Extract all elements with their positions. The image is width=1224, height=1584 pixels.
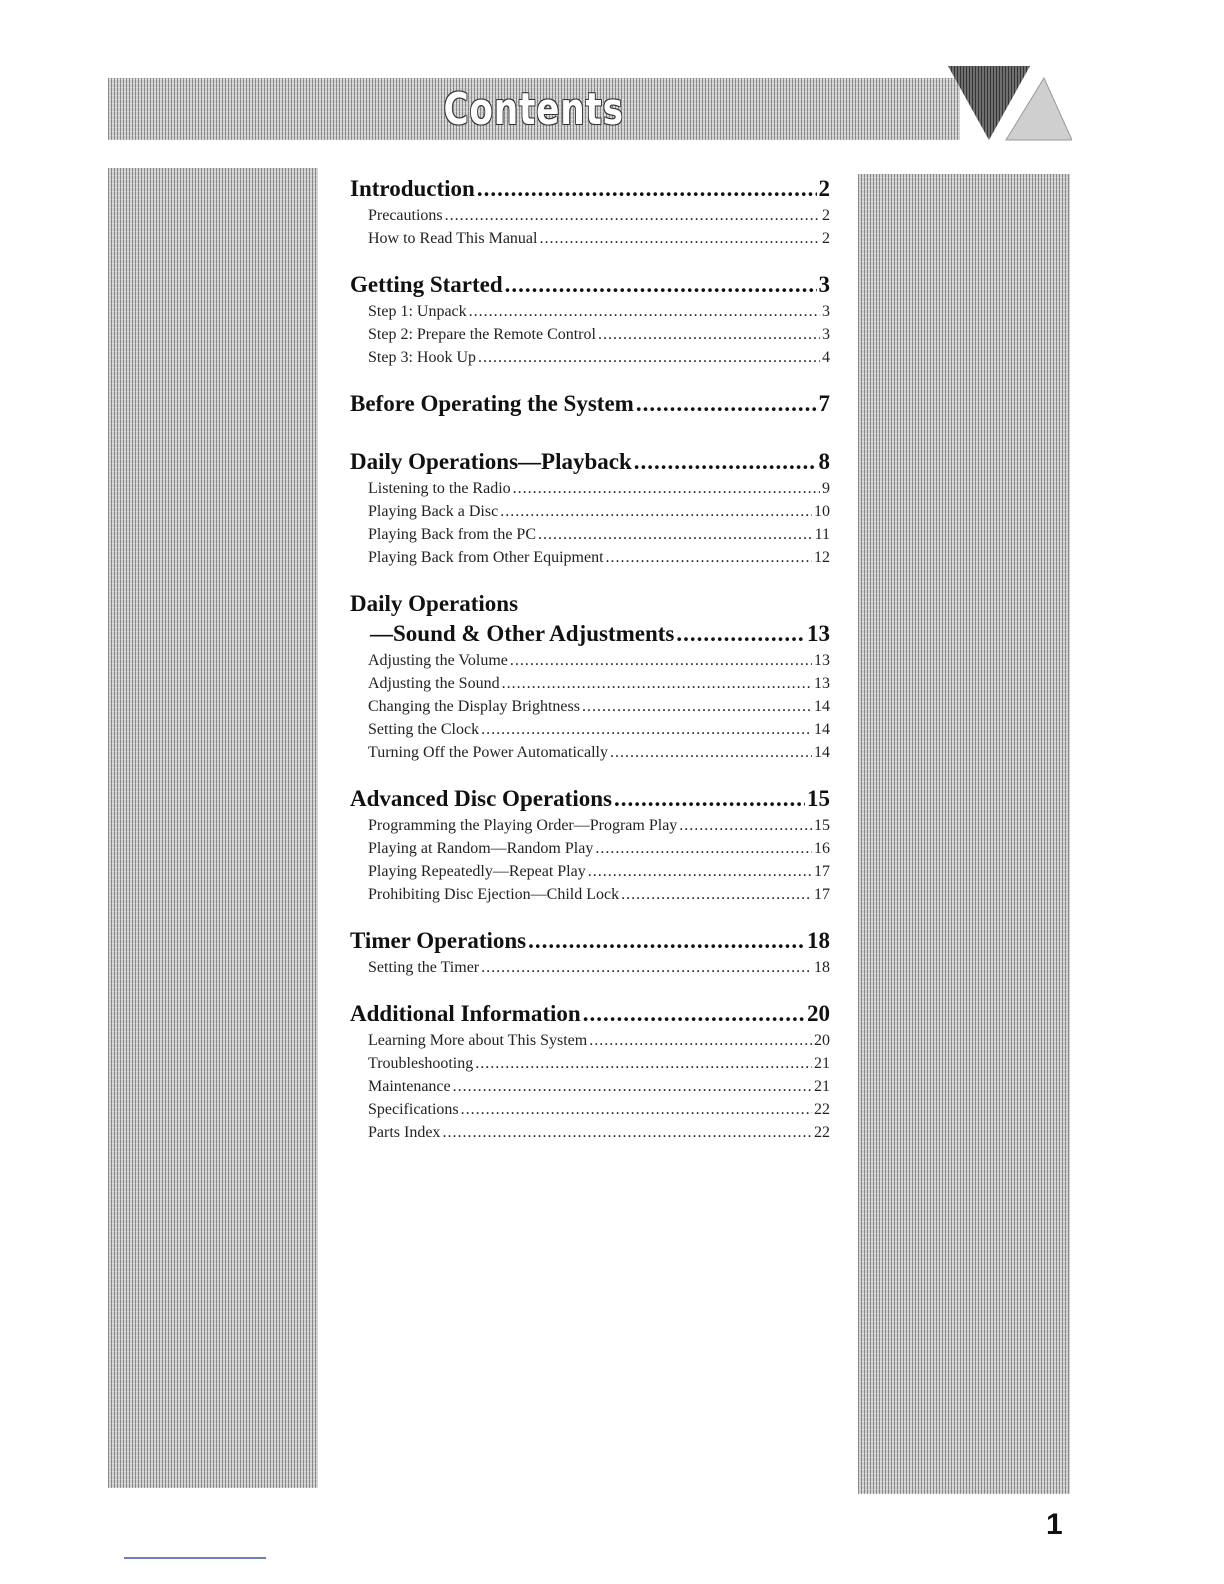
page-title: Contents — [443, 83, 625, 135]
toc-item: Listening to the Radio ..... 9 — [350, 477, 830, 500]
toc-item: Turning Off the Power Automatically ..... 14 — [350, 741, 830, 764]
toc-item: Learning More about This System ..... 20 — [350, 1029, 830, 1052]
toc-item: Playing at Random—Random Play ..... 16 — [350, 837, 830, 860]
toc-item: Prohibiting Disc Ejection—Child Lock ..... 17 — [350, 883, 830, 906]
toc-item: Specifications ..... 22 — [350, 1098, 830, 1121]
toc-heading: Additional Information ..... 20 — [350, 999, 830, 1029]
toc-item: Step 2: Prepare the Remote Control ..... 3 — [350, 323, 830, 346]
toc-heading: Daily Operations—Playback ..... 8 — [350, 447, 830, 477]
toc-section — [350, 926, 830, 979]
header-band — [108, 78, 960, 140]
toc-item: Adjusting the Volume ..... 13 — [350, 649, 830, 672]
toc-item: Troubleshooting ..... 21 — [350, 1052, 830, 1075]
toc-heading: Before Operating the System ..... 7 — [350, 389, 830, 419]
toc-heading-continued: —Sound & Other Adjustments ..... 13 — [350, 619, 830, 649]
toc-item: Precautions ..... 2 — [350, 204, 830, 227]
toc-item: Parts Index ..... 22 — [350, 1121, 830, 1144]
page-number: 1 — [1046, 1508, 1063, 1541]
toc-section — [350, 784, 830, 906]
toc-section — [350, 174, 830, 250]
toc-item: Programming the Playing Order—Program Play ..... 15 — [350, 814, 830, 837]
toc-item: How to Read This Manual ..... 2 — [350, 227, 830, 250]
toc-section — [350, 270, 830, 369]
toc-section — [350, 999, 830, 1144]
toc-heading: Timer Operations ..... 18 — [350, 926, 830, 956]
toc-item: Setting the Timer ..... 18 — [350, 956, 830, 979]
toc-item: Playing Repeatedly—Repeat Play ..... 17 — [350, 860, 830, 883]
table-of-contents — [350, 174, 830, 1164]
toc-section — [350, 589, 830, 764]
toc-heading: Introduction ..... 2 — [350, 174, 830, 204]
toc-item: Setting the Clock ..... 14 — [350, 718, 830, 741]
footer-rule — [124, 1557, 266, 1559]
toc-item: Step 1: Unpack ..... 3 — [350, 300, 830, 323]
toc-item: Changing the Display Brightness ..... 14 — [350, 695, 830, 718]
toc-heading: Advanced Disc Operations ..... 15 — [350, 784, 830, 814]
toc-item: Playing Back a Disc ..... 10 — [350, 500, 830, 523]
toc-item: Adjusting the Sound ..... 13 — [350, 672, 830, 695]
toc-section — [350, 389, 830, 419]
toc-heading: Getting Started ..... 3 — [350, 270, 830, 300]
toc-section — [350, 447, 830, 569]
toc-item: Playing Back from Other Equipment ..... 12 — [350, 546, 830, 569]
toc-item: Step 3: Hook Up ..... 4 — [350, 346, 830, 369]
down-arrow-icon — [948, 66, 1072, 142]
toc-item: Maintenance ..... 21 — [350, 1075, 830, 1098]
toc-heading: Daily Operations — [350, 591, 519, 616]
decorative-panel-left — [108, 168, 318, 1488]
toc-item: Playing Back from the PC ..... 11 — [350, 523, 830, 546]
decorative-panel-right — [858, 174, 1070, 1494]
